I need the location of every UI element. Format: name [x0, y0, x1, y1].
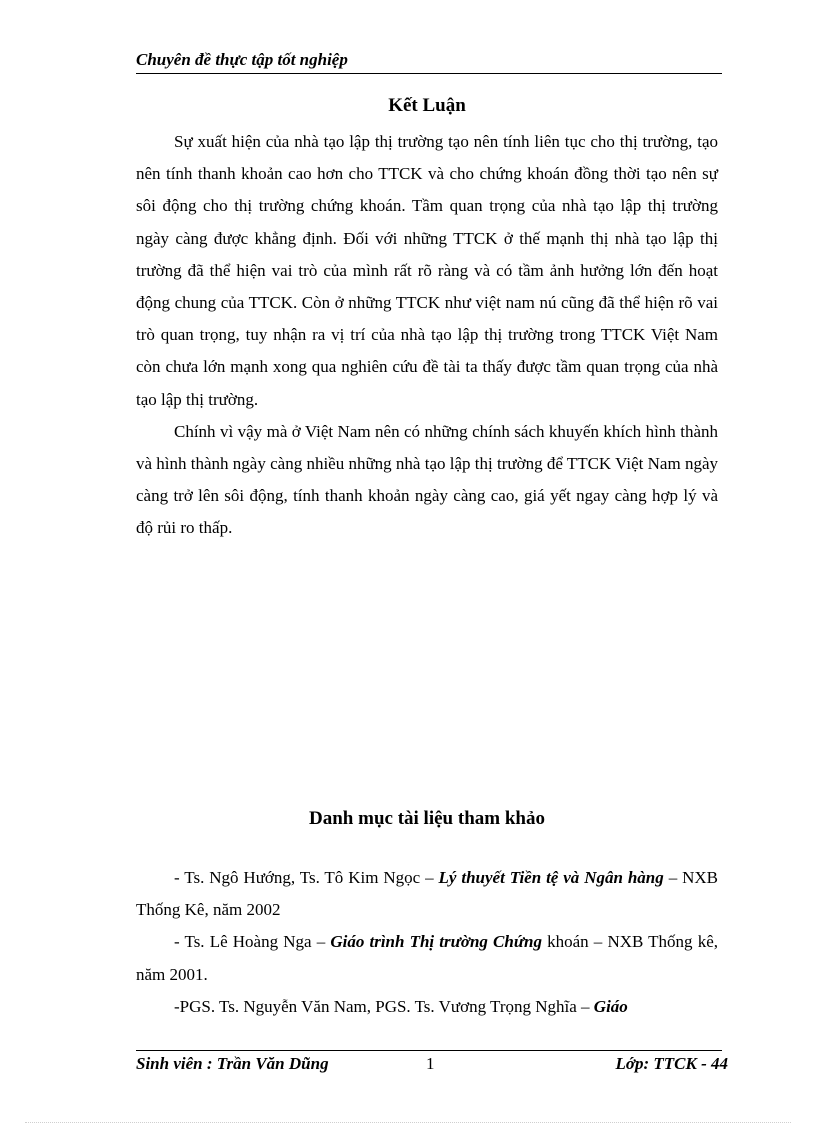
reference-publisher: khoán – NXB Thống kê, năm 2001.: [136, 932, 718, 984]
footer-class: Lớp: TTCK - 44: [615, 1054, 728, 1073]
reference-publisher: – NXB Thống Kê, năm 2002: [136, 868, 718, 920]
page-header: [136, 50, 722, 74]
section-title: Kết Luận: [388, 95, 466, 116]
conclusion-body: [136, 126, 718, 545]
reference-authors: - Ts. Ngô Hướng, Ts. Tô Kim Ngọc –: [174, 868, 439, 887]
header-title: Chuyên đề thực tập tốt nghiệp: [136, 50, 348, 69]
page-number: 1: [426, 1054, 435, 1073]
references-title: Danh mục tài liệu tham khảo: [309, 808, 545, 829]
footer-divider: [136, 1050, 722, 1051]
reference-item: [136, 862, 718, 926]
reference-item: [136, 991, 718, 1023]
reference-book-title: Giáo: [593, 996, 628, 1016]
footer-student: Sinh viên : Trần Văn Dũng: [136, 1054, 329, 1073]
paragraph: Chính vì vậy mà ở Việt Nam nên có những chính sách khuyến khích hình thành và hình thành ngày càng nhiều những nhà tạo lập thị trường để TTCK Việt Nam ngày càng trở lên sôi động, tính thanh khoản ngày càng cao, giá yết ngay càng hợp lý và độ rủi ro thấp.: [136, 421, 718, 538]
reference-authors: -PGS. Ts. Nguyễn Văn Nam, PGS. Ts. Vương Trọng Nghĩa –: [174, 996, 594, 1016]
reference-item: [136, 926, 718, 990]
reference-authors: - Ts. Lê Hoàng Nga –: [174, 932, 331, 952]
reference-book-title: Lý thuyết Tiền tệ và Ngân hàng: [438, 868, 664, 887]
paragraph: Sự xuất hiện của nhà tạo lập thị trường tạo nên tính liên tục cho thị trường, tạo nên tính thanh khoản cao hơn cho TTCK và cho chứng khoán đồng thời tạo nên sự sôi động cho thị trường chứng khoán. Tầm quan trọng của nhà tạo lập thị trường ngày càng được khẳng định. Đối với những TTCK ở thế mạnh thị nhà tạo lập thị trường đã thể hiện vai trò của mình rất rõ ràng và có tầm ảnh hưởng lớn đến hoạt động chung của TTCK. Còn ở những TTCK như việt nam nú cũng đã thể hiện rõ vai trò quan trọng, tuy nhận ra vị trí của nhà tạo lập thị trường trong TTCK Việt Nam còn chưa lớn mạnh xong qua nghiên cứu đề tài ta thấy được tầm quan trọng của nhà tạo lập thị trường.: [136, 132, 718, 409]
references-list: [136, 862, 718, 1023]
reference-book-title: Giáo trình Thị trường Chứng: [330, 932, 542, 952]
